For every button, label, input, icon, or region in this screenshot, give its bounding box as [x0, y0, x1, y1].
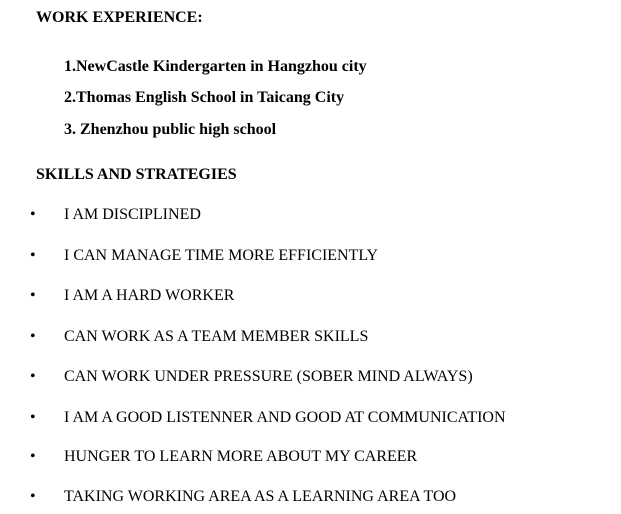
skill-text: CAN WORK AS A TEAM MEMBER SKILLS	[64, 328, 369, 345]
skill-text: I AM DISCIPLINED	[64, 206, 201, 223]
skill-list-item	[0, 205, 621, 227]
skill-text: HUNGER TO LEARN MORE ABOUT MY CAREER	[64, 448, 418, 465]
bullet-icon: •	[30, 448, 36, 465]
bullet-icon: •	[30, 206, 36, 223]
bullet-icon: •	[30, 409, 36, 426]
skill-list-item	[0, 408, 621, 430]
skill-list-item	[0, 367, 621, 389]
job-item: 1.NewCastle Kindergarten in Hangzhou city	[64, 58, 367, 75]
skill-list-item	[0, 246, 621, 268]
work-experience-heading: WORK EXPERIENCE:	[36, 9, 203, 26]
bullet-icon: •	[30, 488, 36, 505]
skills-heading: SKILLS AND STRATEGIES	[36, 166, 237, 183]
job-item: 2.Thomas English School in Taicang City	[64, 89, 345, 106]
skill-text: I AM A HARD WORKER	[64, 287, 235, 304]
skill-list-item	[0, 447, 621, 469]
skill-list-item	[0, 327, 621, 349]
skill-text: CAN WORK UNDER PRESSURE (SOBER MIND ALWAYS)	[64, 368, 473, 385]
bullet-icon: •	[30, 247, 36, 264]
bullet-icon: •	[30, 287, 36, 304]
bullet-icon: •	[30, 328, 36, 345]
bullet-icon: •	[30, 368, 36, 385]
skill-text: I AM A GOOD LISTENNER AND GOOD AT COMMUNICATION	[64, 409, 506, 426]
skill-list-item	[0, 487, 621, 509]
skill-text: I CAN MANAGE TIME MORE EFFICIENTLY	[64, 247, 379, 264]
skill-text: TAKING WORKING AREA AS A LEARNING AREA TOO	[64, 488, 457, 505]
skill-list-item	[0, 286, 621, 308]
job-item: 3. Zhenzhou public high school	[64, 121, 277, 138]
